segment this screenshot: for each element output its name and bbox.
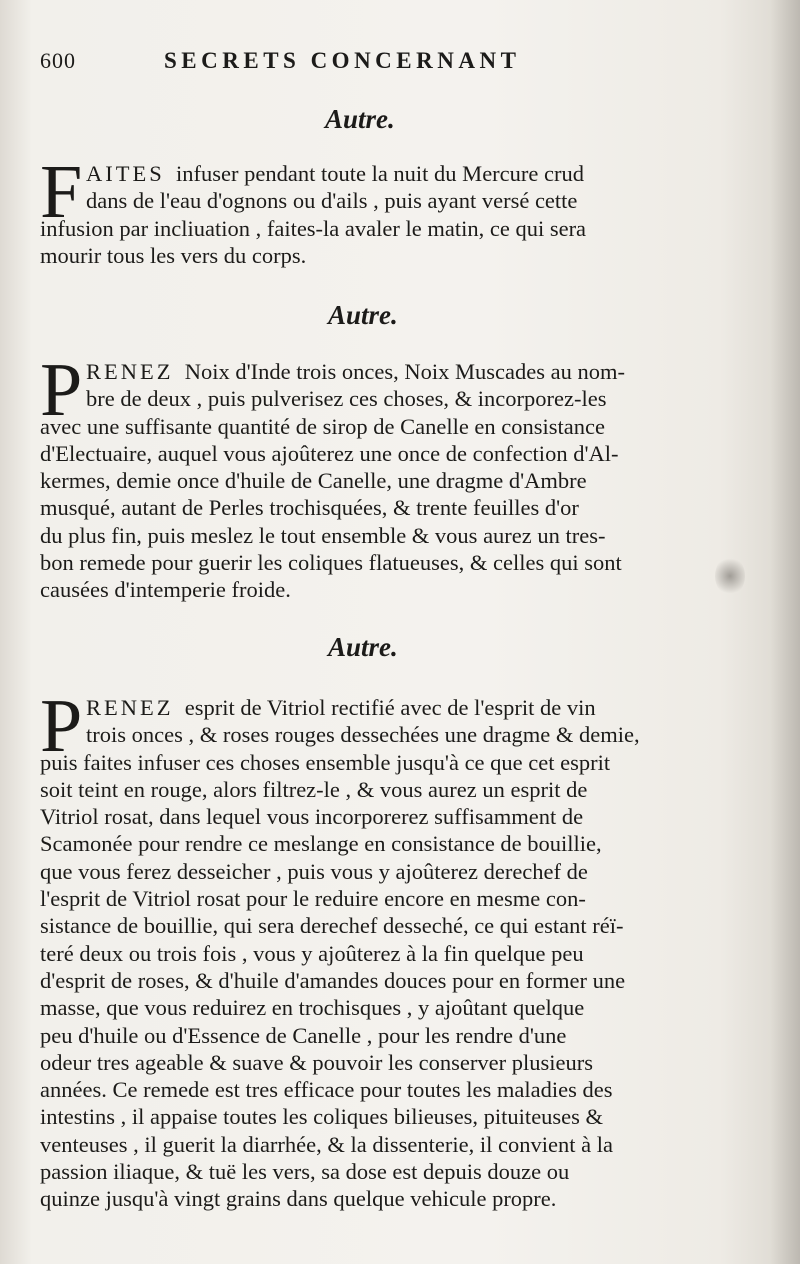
text-line: du plus fin, puis meslez le tout ensemble & vous aurez un tres- <box>40 522 606 548</box>
text-line: Vitriol rosat, dans lequel vous incorporerez suffisamment de <box>40 804 584 830</box>
section-paragraph <box>40 150 695 269</box>
text-line: RENEZ Noix d'Inde trois onces, Noix Muscades au nom- <box>86 359 625 384</box>
section-heading: Autre. <box>328 300 398 330</box>
section-heading: Autre. <box>325 104 395 134</box>
text-line: avec une suffisante quantité de sirop de Canelle en consistance <box>40 413 606 439</box>
text-line: odeur tres ageable & suave & pouvoir les conserver plusieurs <box>40 1049 593 1075</box>
page-header <box>40 48 600 82</box>
drop-cap: P <box>40 348 83 432</box>
text-line: bre de deux , puis pulverisez ces choses, & incorporez-les <box>86 386 607 412</box>
text-line: l'esprit de Vitriol rosat pour le reduire encore en mesme con- <box>40 886 586 912</box>
text-line: années. Ce remede est tres efficace pour toutes les maladies des <box>40 1077 613 1103</box>
text-line: AITES infuser pendant toute la nuit du Mercure crud <box>86 161 584 186</box>
text-line: mourir tous les vers du corps. <box>40 242 307 268</box>
text-line: intestins , il appaise toutes les coliques bilieuses, pituiteuses & <box>40 1104 604 1130</box>
text-line: RENEZ esprit de Vitriol rectifié avec de l'esprit de vin <box>86 695 596 720</box>
text-line: d'esprit de roses, & d'huile d'amandes douces pour en former une <box>40 967 626 993</box>
text-line: que vous ferez desseicher , puis vous y ajoûterez derechef de <box>40 858 588 884</box>
text-line: quinze jusqu'à vingt grains dans quelque vehicule propre. <box>40 1186 557 1212</box>
paper-stain <box>715 556 745 596</box>
text-line: puis faites infuser ces choses ensemble jusqu'à ce que cet esprit <box>40 749 611 775</box>
first-word: AITES <box>86 161 165 186</box>
text-line: kermes, demie once d'huile de Canelle, une dragme d'Ambre <box>40 468 587 494</box>
page-edge-shadow <box>770 0 800 1264</box>
drop-cap: P <box>40 684 83 768</box>
text-line: d'Electuaire, auquel vous ajoûterez une once de confection d'Al- <box>40 440 619 466</box>
first-word: RENEZ <box>86 359 174 384</box>
running-head: SECRETS CONCERNANT <box>164 48 521 73</box>
drop-cap: F <box>40 150 83 234</box>
section-heading: Autre. <box>328 632 398 662</box>
text-line: passion iliaque, & tuë les vers, sa dose est depuis douze ou <box>40 1159 570 1185</box>
section-paragraph <box>40 348 695 604</box>
text-line: peu d'huile ou d'Essence de Canelle , pour les rendre d'une <box>40 1022 567 1048</box>
text-line: dans de l'eau d'ognons ou d'ails , puis ayant versé cette <box>86 188 578 214</box>
text-line: teré deux ou trois fois , vous y ajoûterez à la fin quelque peu <box>40 940 584 966</box>
first-word: RENEZ <box>86 695 174 720</box>
text-line: Scamonée pour rendre ce meslange en consistance de bouillie, <box>40 831 602 857</box>
text-line: soit teint en rouge, alors filtrez-le , & vous aurez un esprit de <box>40 776 588 802</box>
text-line: masse, que vous reduirez en trochisques , y ajoûtant quelque <box>40 995 585 1021</box>
text-line: infusion par incliuation , faites-la avaler le matin, ce qui sera <box>40 215 587 241</box>
text-line: trois onces , & roses rouges dessechées une dragme & demie, <box>86 722 640 748</box>
section-paragraph <box>40 684 695 1213</box>
text-line: venteuses , il guerit la diarrhée, & la dissenterie, il convient à la <box>40 1131 613 1157</box>
text-line: musqué, autant de Perles trochisquées, & trente feuilles d'or <box>40 495 579 521</box>
text-line: causées d'intemperie froide. <box>40 577 291 603</box>
text-line: bon remede pour guerir les coliques flatueuses, & celles qui sont <box>40 550 622 576</box>
text-line: sistance de bouillie, qui sera derechef desseché, ce qui estant réï- <box>40 913 624 939</box>
page-number: 600 <box>40 48 76 73</box>
